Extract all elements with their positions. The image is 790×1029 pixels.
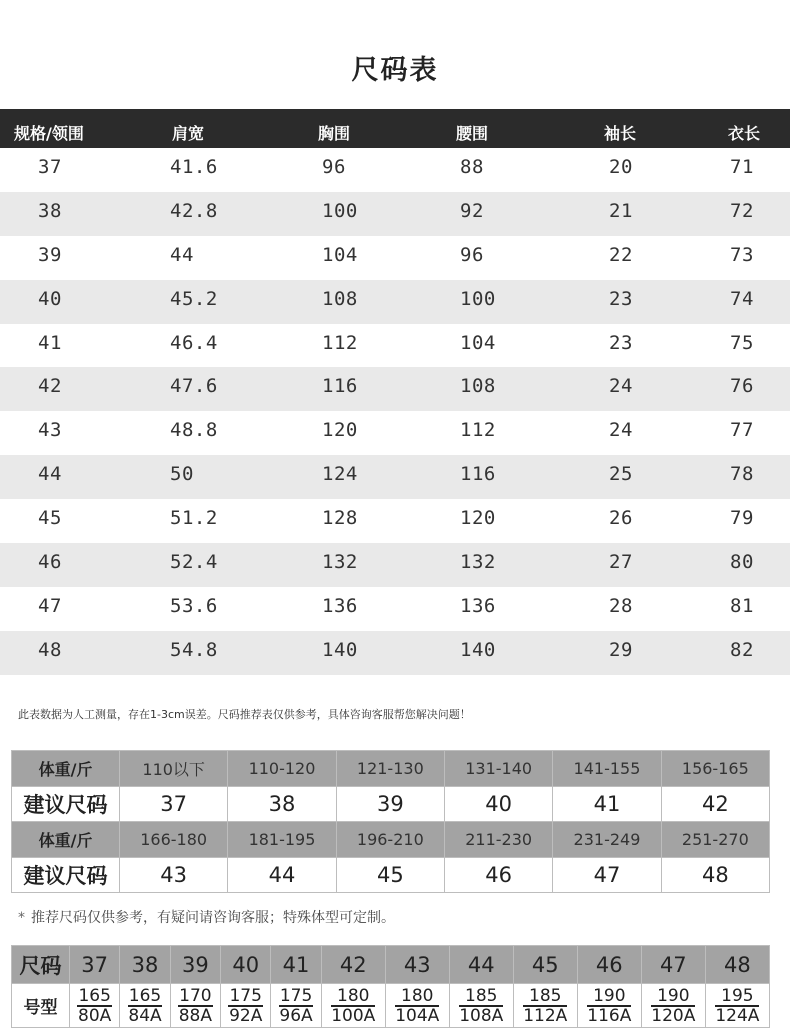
table-cell: 54.8 (170, 638, 218, 661)
table-cell: 120 (460, 507, 496, 530)
size-cell: 48 (661, 858, 769, 893)
type-fraction (651, 987, 695, 1025)
weight-label: 体重/斤 (12, 751, 120, 787)
table-cell: 29 (609, 638, 633, 661)
type-fraction (523, 987, 567, 1025)
type-cell (120, 984, 170, 1028)
height-value: 190 (587, 987, 631, 1007)
size-cell: 37 (70, 946, 120, 984)
table-cell: 23 (609, 331, 633, 354)
table-cell: 47 (38, 594, 62, 617)
table-cell: 50 (170, 463, 194, 486)
size-cell: 43 (385, 946, 449, 984)
table-cell: 74 (730, 287, 754, 310)
size-cell: 42 (321, 946, 385, 984)
type-cell (70, 984, 120, 1028)
height-value: 175 (229, 985, 262, 1006)
size-cell: 43 (120, 858, 228, 893)
height-value: 175 (279, 985, 313, 1006)
size-cell: 38 (228, 787, 336, 822)
type-fraction (331, 987, 375, 1025)
size-cell: 41 (271, 946, 321, 984)
table-cell: 76 (730, 375, 754, 398)
type-cell (321, 984, 385, 1028)
table-header (0, 109, 790, 148)
type-fraction (395, 987, 439, 1025)
table-row (0, 543, 790, 587)
size-cell: 44 (228, 858, 336, 893)
table-cell: 53.6 (170, 594, 218, 617)
recommend-note (18, 907, 395, 927)
chest-type-value: 120A (651, 1005, 696, 1026)
height-value: 165 (78, 985, 111, 1006)
type-cell (449, 984, 513, 1028)
table-cell: 136 (322, 594, 358, 617)
table-row (12, 787, 770, 822)
type-cell (221, 984, 271, 1028)
weight-cell: 166-180 (120, 822, 228, 858)
table-cell: 41 (38, 331, 62, 354)
size-cell: 41 (553, 787, 661, 822)
header-cell: 袖长 (604, 124, 637, 143)
table-cell: 44 (38, 463, 62, 486)
type-cell (641, 984, 705, 1028)
table-cell: 75 (730, 331, 754, 354)
weight-cell: 196-210 (336, 822, 444, 858)
type-fraction (228, 987, 262, 1025)
header-cell: 衣长 (728, 124, 761, 143)
table-row (12, 751, 770, 787)
chest-type-value: 80A (78, 1005, 112, 1026)
size-measurement-table (0, 109, 790, 675)
table-cell: 124 (322, 463, 358, 486)
recommend-note-text: 推荐尺码仅供参考，有疑问请咨询客服；特殊体型可定制。 (31, 910, 395, 926)
weight-cell: 251-270 (661, 822, 769, 858)
size-cell: 40 (444, 787, 552, 822)
table-cell: 51.2 (170, 507, 218, 530)
table-cell: 100 (460, 287, 496, 310)
table-cell: 132 (322, 551, 358, 574)
table-row (0, 455, 790, 499)
table-cell: 104 (322, 243, 358, 266)
table-cell: 41.6 (170, 156, 218, 178)
table-row (12, 946, 770, 984)
table-cell: 26 (609, 507, 633, 530)
table-cell: 43 (38, 419, 62, 442)
table-cell: 116 (460, 463, 496, 486)
type-fraction (715, 987, 759, 1025)
weight-cell: 110-120 (228, 751, 336, 787)
chest-type-value: 88A (178, 1005, 212, 1026)
size-cell: 46 (577, 946, 641, 984)
table-row (0, 411, 790, 455)
table-cell: 24 (609, 419, 633, 442)
size-label: 尺码 (12, 946, 70, 984)
weight-cell: 211-230 (444, 822, 552, 858)
table-cell: 46.4 (170, 331, 218, 354)
table-cell: 78 (730, 463, 754, 486)
chest-type-value: 84A (128, 1005, 162, 1026)
table-cell: 42.8 (170, 199, 218, 222)
table-cell: 44 (170, 243, 194, 266)
measurement-note: 此表数据为人工测量，存在1-3cm误差。尺码推荐表仅供参考，具体咨询客服帮您解决问题！ (18, 708, 471, 721)
star-icon: * (18, 910, 25, 926)
height-value: 195 (715, 987, 759, 1007)
weight-cell: 121-130 (336, 751, 444, 787)
type-fraction (128, 987, 162, 1025)
weight-cell: 110以下 (120, 751, 228, 787)
table-cell: 140 (322, 638, 358, 661)
table-cell: 45 (38, 507, 62, 530)
type-cell (271, 984, 321, 1028)
chest-type-value: 92A (229, 1005, 263, 1026)
weight-cell: 231-249 (553, 822, 661, 858)
type-cell (385, 984, 449, 1028)
table-cell: 92 (460, 199, 484, 222)
table-cell: 116 (322, 375, 358, 398)
size-cell: 47 (641, 946, 705, 984)
table-cell: 112 (460, 419, 496, 442)
table-row (12, 984, 770, 1028)
weight-cell: 156-165 (661, 751, 769, 787)
weight-size-table (11, 750, 770, 893)
table-cell: 25 (609, 463, 633, 486)
table-cell: 48 (38, 638, 62, 661)
table-cell: 128 (322, 507, 358, 530)
table-cell: 72 (730, 199, 754, 222)
table-cell: 23 (609, 287, 633, 310)
size-cell: 38 (120, 946, 170, 984)
table-cell: 42 (38, 375, 62, 398)
height-value: 180 (331, 987, 375, 1007)
type-cell (705, 984, 769, 1028)
type-cell (577, 984, 641, 1028)
table-body (0, 148, 790, 675)
size-cell: 47 (553, 858, 661, 893)
table-cell: 100 (322, 199, 358, 222)
height-value: 180 (395, 987, 439, 1007)
table-cell: 88 (460, 156, 484, 178)
table-row (0, 148, 790, 192)
table-cell: 20 (609, 156, 633, 178)
table-cell: 79 (730, 507, 754, 530)
page-title: 尺码表 (351, 55, 439, 86)
table-cell: 136 (460, 594, 496, 617)
table-cell: 82 (730, 638, 754, 661)
weight-cell: 131-140 (444, 751, 552, 787)
size-label: 建议尺码 (12, 858, 120, 893)
table-cell: 52.4 (170, 551, 218, 574)
height-value: 185 (523, 987, 567, 1007)
table-cell: 28 (609, 594, 633, 617)
size-label: 建议尺码 (12, 787, 120, 822)
table-row (0, 324, 790, 368)
size-cell: 45 (336, 858, 444, 893)
table-cell: 45.2 (170, 287, 218, 310)
chest-type-value: 124A (715, 1005, 760, 1026)
chest-type-value: 100A (331, 1005, 376, 1026)
table-cell: 132 (460, 551, 496, 574)
table-cell: 140 (460, 638, 496, 661)
size-cell: 37 (120, 787, 228, 822)
table-row (12, 858, 770, 893)
height-value: 165 (128, 985, 162, 1006)
size-cell: 46 (444, 858, 552, 893)
weight-cell: 181-195 (228, 822, 336, 858)
table-cell: 40 (38, 287, 62, 310)
type-fraction (279, 987, 313, 1025)
table-row (0, 587, 790, 631)
table-row (0, 236, 790, 280)
table-cell: 96 (322, 156, 346, 178)
size-cell: 42 (661, 787, 769, 822)
type-fraction (587, 987, 631, 1025)
header-cell: 腰围 (456, 124, 489, 143)
table-cell: 73 (730, 243, 754, 266)
table-cell: 39 (38, 243, 62, 266)
table-cell: 22 (609, 243, 633, 266)
size-cell: 39 (336, 787, 444, 822)
table-cell: 108 (460, 375, 496, 398)
table-cell: 80 (730, 551, 754, 574)
chest-type-value: 96A (279, 1005, 313, 1026)
size-cell: 45 (513, 946, 577, 984)
height-value: 185 (459, 987, 503, 1007)
table-cell: 108 (322, 287, 358, 310)
type-fraction (459, 987, 503, 1025)
type-fraction (178, 987, 212, 1025)
table-cell: 38 (38, 199, 62, 222)
chest-type-value: 116A (587, 1005, 632, 1026)
type-cell (170, 984, 220, 1028)
table-row (12, 822, 770, 858)
height-value: 190 (651, 987, 695, 1007)
table-cell: 81 (730, 594, 754, 617)
type-label: 号型 (12, 984, 70, 1028)
weight-cell: 141-155 (553, 751, 661, 787)
size-cell: 40 (221, 946, 271, 984)
chest-type-value: 112A (523, 1005, 568, 1026)
header-cell: 规格/领围 (14, 124, 84, 143)
table-row (0, 192, 790, 236)
table-cell: 37 (38, 156, 62, 178)
size-cell: 44 (449, 946, 513, 984)
header-cell: 胸围 (318, 124, 351, 143)
type-cell (513, 984, 577, 1028)
table-row (0, 499, 790, 543)
table-cell: 104 (460, 331, 496, 354)
table-cell: 27 (609, 551, 633, 574)
size-cell: 39 (170, 946, 220, 984)
table-row (0, 631, 790, 675)
table-cell: 47.6 (170, 375, 218, 398)
table-cell: 24 (609, 375, 633, 398)
size-cell: 48 (705, 946, 769, 984)
table-cell: 71 (730, 156, 754, 178)
table-cell: 21 (609, 199, 633, 222)
height-value: 170 (179, 985, 212, 1006)
table-cell: 48.8 (170, 419, 218, 442)
type-fraction (77, 987, 111, 1025)
header-cell: 肩宽 (172, 124, 205, 143)
table-cell: 96 (460, 243, 484, 266)
table-row (0, 280, 790, 324)
table-cell: 77 (730, 419, 754, 442)
table-cell: 46 (38, 551, 62, 574)
table-cell: 120 (322, 419, 358, 442)
table-row (0, 367, 790, 411)
chest-type-value: 108A (459, 1005, 504, 1026)
chest-type-value: 104A (395, 1005, 440, 1026)
size-type-table (11, 945, 770, 1028)
weight-label: 体重/斤 (12, 822, 120, 858)
table-cell: 112 (322, 331, 358, 354)
